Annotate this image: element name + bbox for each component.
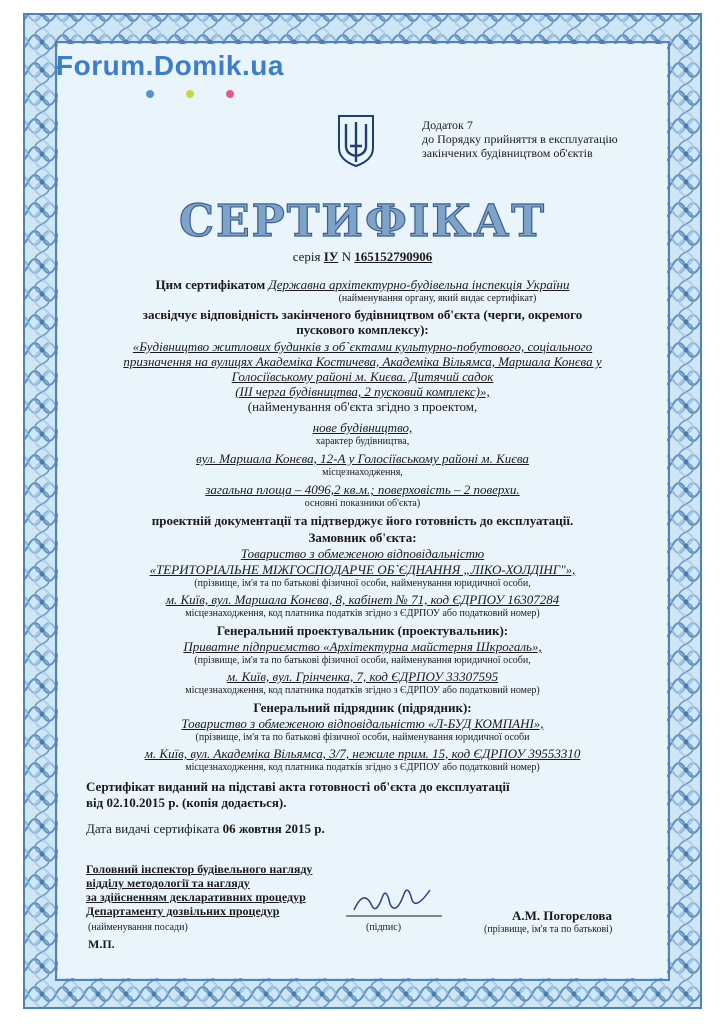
watermark-dot-pink <box>226 90 234 98</box>
number-label: N <box>341 249 352 264</box>
designer-name: Приватне підприємство «Архітектурна майстерня Шкрогаль», <box>183 639 542 654</box>
customer-name: Товариство з обмеженою відповідальністю <box>240 546 485 561</box>
issuer-prefix: Цим сертифікатом <box>155 277 266 292</box>
object-line: «Будівництво житлових будинків з об`єктами культурно-побутового, соціального <box>132 339 593 354</box>
object-indicators: загальна площа – 4096,2 кв.м.; поверховість – 2 поверхи. <box>205 482 520 497</box>
issue-date-label: Дата видачі сертифіката <box>86 821 220 836</box>
certificate-number: 165152790906 <box>354 249 433 264</box>
appendix-block <box>422 118 618 160</box>
appendix-line: Додаток 7 <box>422 118 473 132</box>
object-location: вул. Маршала Конєва, 12-А у Голосіївському районі м. Києва <box>196 451 529 466</box>
construction-caption: характер будівництва, <box>315 436 410 447</box>
location-caption: місцезнаходження, <box>322 467 403 478</box>
certificate-body-background <box>58 44 667 978</box>
customer-address: м. Київ, вул. Маршала Конєва, 8, кабінет № 71, код ЄДРПОУ 16307284 <box>165 592 560 607</box>
signatory-position-line: Головний інспектор будівельного нагляду <box>86 862 313 876</box>
signature-caption: (підпис) <box>366 922 402 933</box>
coat-of-arms-icon <box>336 112 376 168</box>
signatory-position-line: відділу методології та нагляду <box>86 876 250 890</box>
issue-date-line <box>86 821 325 836</box>
object-line: призначення на вулицях Академіка Костичева, Академіка Вільямса, Маршала Конєва у <box>123 354 602 369</box>
certifies-line: засвідчує відповідність закінченого будівництвом об'єкта (черги, окремого <box>142 307 583 322</box>
construction-type: нове будівництво, <box>312 420 413 435</box>
object-caption: (найменування об'єкта згідно з проектом, <box>247 399 478 414</box>
appendix-line: до Порядку прийняття в експлуатацію <box>422 132 618 146</box>
name-caption: (прізвище, ім'я та по батькові) <box>484 924 613 935</box>
object-line: Голосіївському районі м. Києва. Дитячий садок <box>231 369 494 384</box>
contractor-caption: (прізвище, ім'я та по батькові фізичної особи, найменування юридичної особи <box>195 732 530 743</box>
series-value: ІУ <box>323 249 339 264</box>
contractor-address: м. Київ, вул. Академіка Вільямса, 3/7, нежиле прим. 15, код ЄДРПОУ 39553310 <box>144 746 581 761</box>
customer-name: «ТЕРИТОРІАЛЬНЕ МІЖГОСПОДАРЧЕ ОБ`ЄДНАННЯ „ЛІКО-ХОЛДІНГ"», <box>149 562 576 577</box>
customer-heading: Замовник об'єкта: <box>308 530 417 545</box>
issuer-caption: (найменування органу, який видає сертифікат) <box>338 293 537 304</box>
series-label: серія <box>292 249 321 264</box>
designer-heading: Генеральний проектувальник (проектувальник): <box>216 623 509 638</box>
designer-caption: (прізвище, ім'я та по батькові фізичної особи, найменування юридичної особи, <box>194 655 531 666</box>
object-name-block <box>74 339 651 414</box>
signatory-name: А.М. Погорєлова <box>512 908 612 923</box>
signature-image <box>346 880 442 920</box>
object-line: (ІІІ черга будівництва, 2 пусковий комплекс)», <box>235 384 490 399</box>
watermark-dot-yellow <box>186 90 194 98</box>
issue-date-value: 06 жовтня 2015 р. <box>222 821 325 836</box>
basis-line: від 02.10.2015 р. (копія додається). <box>86 795 287 810</box>
signatory-position-line: за здійсненням декларативних процедур <box>86 890 306 904</box>
contractor-name: Товариство з обмеженою відповідальністю «Л-БУД КОМПАНІ», <box>181 716 544 731</box>
designer-address: м. Київ, вул. Грінченка, 7, код ЄДРПОУ 33307595 <box>226 669 499 684</box>
indicators-caption: основні показники об'єкта) <box>304 498 421 509</box>
contractor-heading: Генеральний підрядник (підрядник): <box>253 700 472 715</box>
customer-caption: місцезнаходження, код платника податків згідно з ЄДРПОУ або податковий номер) <box>185 608 540 619</box>
customer-caption: (прізвище, ім'я та по батькові фізичної особи, найменування юридичної особи, <box>194 578 531 589</box>
signatory-position-line: Департаменту дозвільних процедур <box>86 904 280 918</box>
basis-line: Сертифікат виданий на підставі акта готовності об'єкта до експлуатації <box>86 779 510 794</box>
certifies-line: пускового комплексу): <box>296 322 429 337</box>
appendix-line: закінчених будівництвом об'єктів <box>422 146 593 160</box>
issuer-name: Державна архітектурно-будівельна інспекція України <box>268 277 570 292</box>
watermark-text: Forum.Domik.ua <box>56 50 284 81</box>
series-line <box>74 249 651 264</box>
watermark-dot-blue <box>146 90 154 98</box>
seal-mark: М.П. <box>88 937 115 951</box>
project-documentation-line: проектній документації та підтверджує його готовність до експлуатації. <box>151 513 574 528</box>
contractor-caption: місцезнаходження, код платника податків згідно з ЄДРПОУ або податковий номер) <box>185 762 540 773</box>
position-caption: (найменування посади) <box>88 922 188 933</box>
issuer-line <box>74 277 651 292</box>
designer-caption: місцезнаходження, код платника податків згідно з ЄДРПОУ або податковий номер) <box>185 685 540 696</box>
signatory-position <box>86 862 312 918</box>
certificate-title: СЕРТИФІКАТ <box>179 196 546 247</box>
